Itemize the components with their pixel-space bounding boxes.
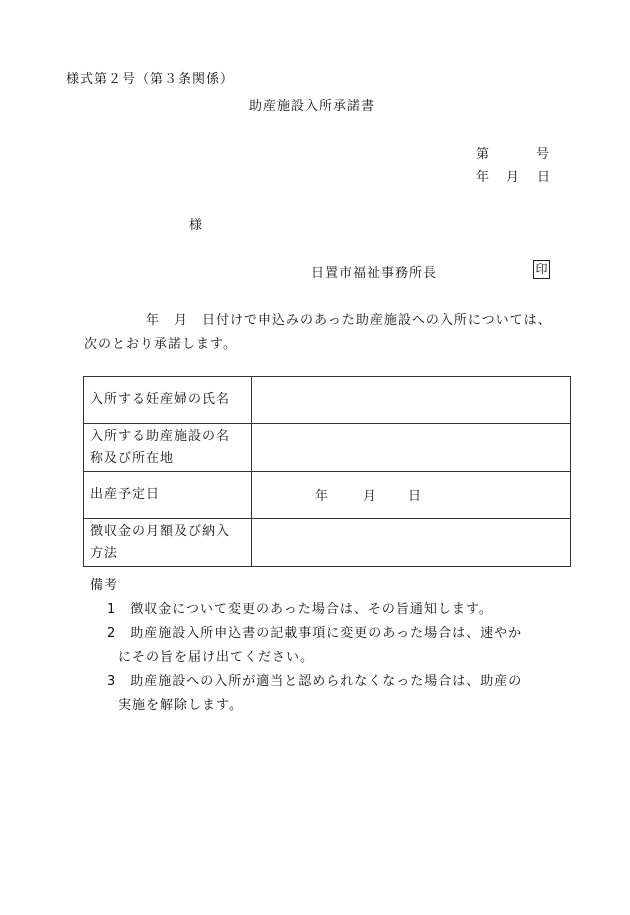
label-mother-name <box>84 377 252 424</box>
note-item-1: 1 徴収金について変更のあった場合は、その旨通知します。 <box>107 602 493 617</box>
label-line: 入所する妊産婦の氏名 <box>90 392 231 407</box>
label-line: 徴収金の月額及び納入 <box>90 523 231 539</box>
note-item-3-continued: 実施を解除します。 <box>118 698 243 713</box>
table-row-facility <box>84 424 571 472</box>
addressee-suffix: 様 <box>189 218 204 233</box>
label-line: 称及び所在地 <box>90 450 175 466</box>
note-item-2: 2 助産施設入所申込書の記載事項に変更のあった場合は、速やか <box>107 626 523 641</box>
table-row-due-date <box>84 472 571 519</box>
due-date-day: 日 <box>408 489 423 504</box>
date-month-label: 月 <box>506 170 521 185</box>
value-facility <box>252 424 571 472</box>
label-line: 入所する助産施設の名 <box>90 428 231 444</box>
table-row-fee <box>84 519 571 567</box>
value-mother-name <box>252 377 571 424</box>
label-line: 方法 <box>90 545 119 561</box>
due-date-month: 月 <box>363 489 378 504</box>
label-facility <box>84 424 252 472</box>
date-year-label: 年 <box>476 170 491 185</box>
issuer-name: 日置市福祉事務所長 <box>311 266 438 281</box>
label-fee <box>84 519 252 567</box>
value-fee <box>252 519 571 567</box>
body-text-line-2: 次のとおり承諾します。 <box>84 337 237 352</box>
value-due-date <box>252 472 571 519</box>
number-suffix: 号 <box>536 147 551 162</box>
due-date-year: 年 <box>315 489 330 504</box>
table-row-mother-name <box>84 377 571 424</box>
form-number: 様式第２号（第３条関係） <box>66 72 235 87</box>
body-text-line-1: 年 月 日付けで申込みのあった助産施設への入所については、 <box>146 313 552 328</box>
number-prefix: 第 <box>476 147 491 162</box>
label-due-date <box>84 472 252 519</box>
notes-title: 備考 <box>90 578 119 593</box>
document-title: 助産施設入所承諾書 <box>249 99 376 114</box>
info-table <box>83 376 571 567</box>
seal-mark: 印 <box>533 260 550 279</box>
note-item-2-continued: にその旨を届け出てください。 <box>118 650 315 665</box>
label-line: 出産予定日 <box>90 487 161 502</box>
note-item-3: 3 助産施設への入所が適当と認められなくなった場合は、助産の <box>107 674 523 689</box>
date-day-label: 日 <box>537 170 552 185</box>
